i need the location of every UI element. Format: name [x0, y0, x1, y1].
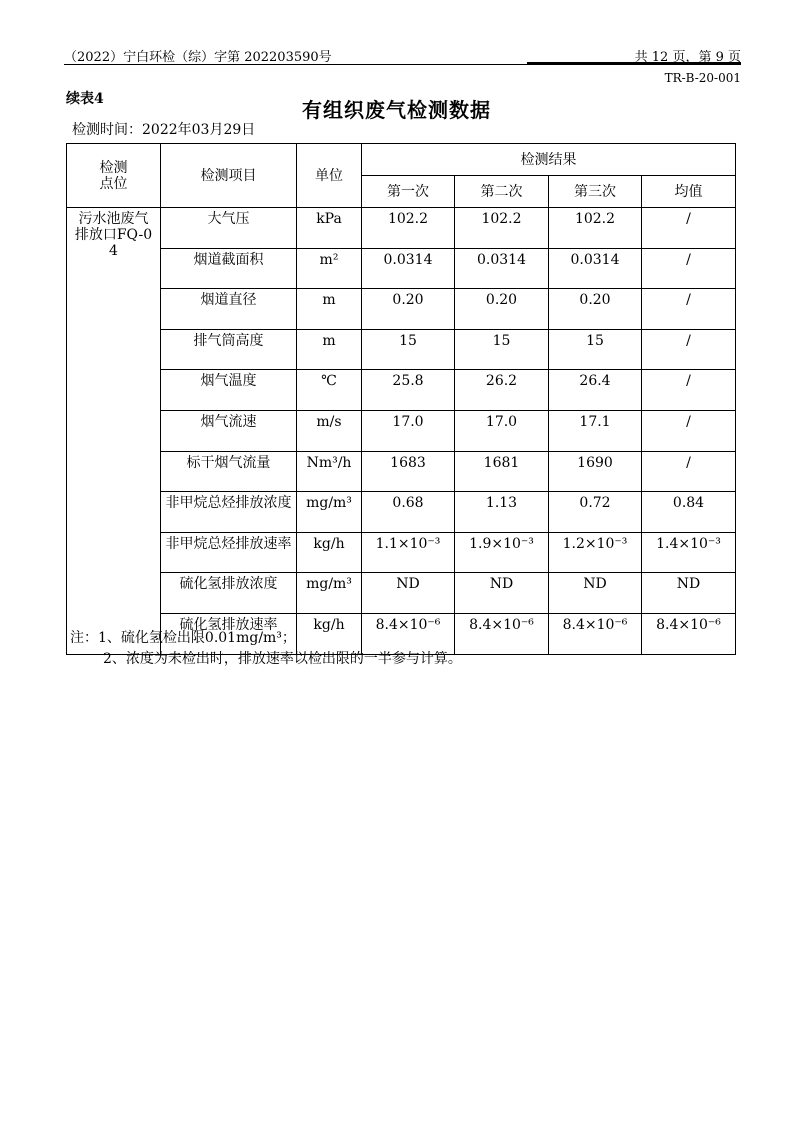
item-cell: 硫化氢排放浓度: [161, 573, 297, 614]
table-row: [67, 451, 736, 492]
table-row: [67, 329, 736, 370]
item-cell: 烟气温度: [161, 370, 297, 411]
table-row: [67, 410, 736, 451]
note-1: 注：1、硫化氢检出限0.01mg/m³；: [70, 630, 296, 646]
value-second: 8.4×10⁻⁶: [455, 613, 549, 654]
unit-cell: kPa: [297, 208, 362, 249]
item-cell: 烟气流速: [161, 410, 297, 451]
test-date: 检测时间：2022年03月29日: [72, 122, 256, 138]
value-second: ND: [455, 573, 549, 614]
value-average: /: [642, 410, 736, 451]
item-cell: 烟道截面积: [161, 248, 297, 289]
item-cell: 标干烟气流量: [161, 451, 297, 492]
value-third: 1690: [549, 451, 642, 492]
value-second: 0.20: [455, 289, 549, 330]
value-second: 1.9×10⁻³: [455, 532, 549, 573]
unit-cell: kg/h: [297, 613, 362, 654]
unit-cell: kg/h: [297, 532, 362, 573]
form-code: TR-B-20-001: [664, 71, 741, 85]
item-cell: 大气压: [161, 208, 297, 249]
value-third: 102.2: [549, 208, 642, 249]
report-number: （2022）宁白环检（综）字第 202203590号: [64, 50, 332, 65]
value-third: 0.20: [549, 289, 642, 330]
item-cell: 非甲烷总烃排放速率: [161, 532, 297, 573]
value-first: 15: [362, 329, 455, 370]
value-second: 0.0314: [455, 248, 549, 289]
header-divider-thick: [527, 62, 741, 64]
value-second: 26.2: [455, 370, 549, 411]
value-third: 26.4: [549, 370, 642, 411]
value-average: /: [642, 248, 736, 289]
value-first: 0.20: [362, 289, 455, 330]
value-third: 1.2×10⁻³: [549, 532, 642, 573]
value-second: 102.2: [455, 208, 549, 249]
value-second: 1681: [455, 451, 549, 492]
item-cell: 烟道直径: [161, 289, 297, 330]
unit-cell: m: [297, 289, 362, 330]
unit-cell: Nm³/h: [297, 451, 362, 492]
table-row: [67, 208, 736, 249]
value-third: 15: [549, 329, 642, 370]
unit-cell: m: [297, 329, 362, 370]
header-first: 第一次: [362, 176, 455, 208]
value-first: 1.1×10⁻³: [362, 532, 455, 573]
value-first: 102.2: [362, 208, 455, 249]
value-third: 0.72: [549, 492, 642, 533]
value-average: /: [642, 370, 736, 411]
item-cell: 非甲烷总烃排放浓度: [161, 492, 297, 533]
item-cell: 排气筒高度: [161, 329, 297, 370]
table-row: [67, 532, 736, 573]
value-average: ND: [642, 573, 736, 614]
value-average: 1.4×10⁻³: [642, 532, 736, 573]
header-point: 检测点位: [67, 144, 161, 208]
value-second: 17.0: [455, 410, 549, 451]
header-results: 检测结果: [362, 144, 736, 176]
table-row: [67, 492, 736, 533]
value-first: ND: [362, 573, 455, 614]
note-2: 2、浓度为未检出时，排放速率以检出限的一半参与计算。: [103, 651, 462, 667]
table-row: [67, 573, 736, 614]
unit-cell: m²: [297, 248, 362, 289]
table-row: [67, 248, 736, 289]
header-item: 检测项目: [161, 144, 297, 208]
header-second: 第二次: [455, 176, 549, 208]
header-third: 第三次: [549, 176, 642, 208]
value-average: /: [642, 289, 736, 330]
header-unit: 单位: [297, 144, 362, 208]
value-third: 17.1: [549, 410, 642, 451]
unit-cell: ℃: [297, 370, 362, 411]
value-second: 1.13: [455, 492, 549, 533]
value-first: 8.4×10⁻⁶: [362, 613, 455, 654]
page-title: 有组织废气检测数据: [302, 98, 491, 122]
table-row: [67, 370, 736, 411]
value-average: /: [642, 451, 736, 492]
data-table: [66, 143, 736, 655]
monitoring-point: 污水池废气排放口FQ-04: [67, 208, 161, 655]
unit-cell: mg/m³: [297, 492, 362, 533]
value-average: 8.4×10⁻⁶: [642, 613, 736, 654]
value-third: 8.4×10⁻⁶: [549, 613, 642, 654]
header-avg: 均值: [642, 176, 736, 208]
table-label: 续表4: [66, 91, 104, 107]
table-row: [67, 289, 736, 330]
header-divider: [64, 64, 741, 65]
item-cell: 硫化氢排放速率: [161, 613, 297, 654]
page-info: 共 12 页，第 9 页: [634, 50, 741, 65]
value-average: /: [642, 329, 736, 370]
value-average: 0.84: [642, 492, 736, 533]
unit-cell: m/s: [297, 410, 362, 451]
value-first: 25.8: [362, 370, 455, 411]
value-average: /: [642, 208, 736, 249]
value-first: 17.0: [362, 410, 455, 451]
value-first: 1683: [362, 451, 455, 492]
value-third: ND: [549, 573, 642, 614]
value-first: 0.68: [362, 492, 455, 533]
unit-cell: mg/m³: [297, 573, 362, 614]
value-second: 15: [455, 329, 549, 370]
value-third: 0.0314: [549, 248, 642, 289]
value-first: 0.0314: [362, 248, 455, 289]
